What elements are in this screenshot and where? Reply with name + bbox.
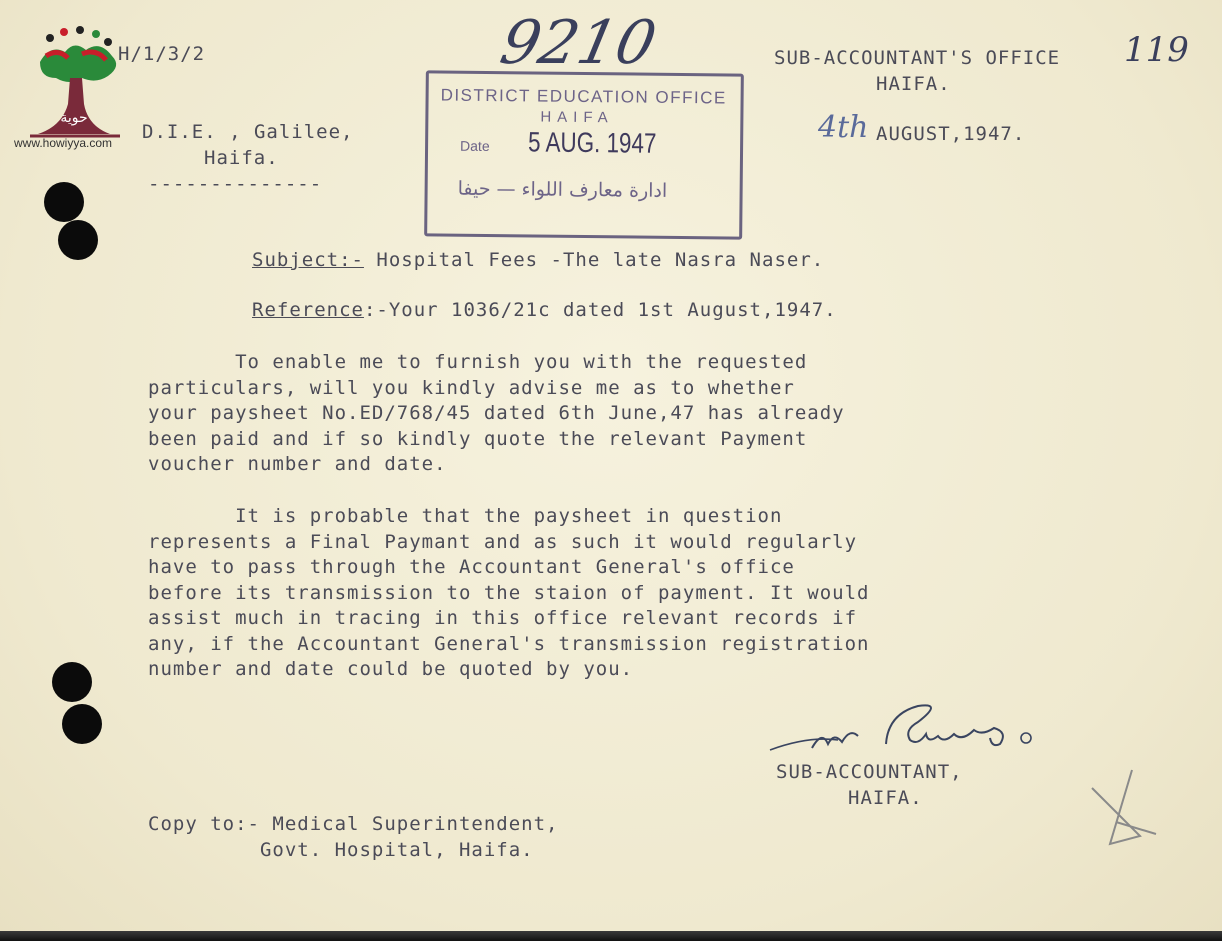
- paragraph-line: any, if the Accountant General's transmission registration: [148, 632, 870, 655]
- handwritten-signature: [768, 696, 1048, 766]
- stamp-arabic: ادارة معارف اللواء — حيفا: [457, 177, 668, 202]
- recipient-line-1: D.I.E. , Galilee,: [142, 121, 354, 143]
- file-reference: H/1/3/2: [118, 43, 206, 65]
- page-bottom-edge: [0, 931, 1222, 941]
- punch-hole: [58, 220, 98, 260]
- recipient-underline: --------------: [148, 173, 323, 195]
- reference-line: [252, 298, 837, 324]
- stamp-city: HAIFA: [540, 108, 614, 127]
- logo-wordmark: حوية: [60, 110, 88, 126]
- copy-to-line-1: Copy to:- Medical Superintendent,: [148, 813, 559, 835]
- punch-hole: [44, 182, 84, 222]
- paragraph-line: assist much in tracing in this office relevant records if: [148, 607, 858, 629]
- paragraph-line: have to pass through the Accountant General's office: [148, 556, 795, 578]
- howiyya-logo: [10, 16, 140, 156]
- handwritten-day: 4th: [818, 110, 869, 145]
- stamp-office: DISTRICT EDUCATION OFFICE: [440, 85, 727, 108]
- sender-office: SUB-ACCOUNTANT'S OFFICE: [774, 47, 1061, 69]
- paragraph-line: your paysheet No.ED/768/45 dated 6th June,47 has already: [148, 402, 845, 424]
- subject-label: Subject:-: [252, 249, 364, 271]
- paragraph-line: before its transmission to the staion of payment. It would: [148, 581, 870, 604]
- reference-label: Reference: [252, 299, 364, 321]
- paragraph-line: To enable me to furnish you with the requested: [148, 351, 808, 373]
- paragraph-line: represents a Final Paymant and as such it would regularly: [148, 530, 858, 553]
- sender-city: HAIFA.: [876, 73, 951, 95]
- paragraph-line: been paid and if so kindly quote the relevant Payment: [148, 427, 808, 450]
- subject-text: Hospital Fees -The late Nasra Naser.: [363, 249, 825, 271]
- handwritten-number: 9210: [494, 8, 663, 78]
- punch-hole: [62, 704, 102, 744]
- recipient-line-2: Haifa.: [204, 147, 279, 169]
- subject-line: [252, 248, 824, 274]
- signature-title: SUB-ACCOUNTANT,: [776, 761, 963, 783]
- copy-to-line-2: Govt. Hospital, Haifa.: [148, 838, 534, 861]
- punch-hole: [52, 662, 92, 702]
- stamp-date-label: Date: [460, 137, 490, 155]
- pencil-mark: [1086, 764, 1166, 854]
- paragraph-line: It is probable that the paysheet in question: [148, 505, 783, 527]
- paragraph-line: voucher number and date.: [148, 453, 447, 475]
- reference-text: :-Your 1036/21c dated 1st August,1947.: [363, 299, 837, 321]
- paragraph-line: particulars, will you kindly advise me as to whether: [148, 376, 795, 399]
- signature-city: HAIFA.: [848, 787, 923, 809]
- letter-date: AUGUST,1947.: [876, 123, 1026, 145]
- paragraph-line: number and date could be quoted by you.: [148, 658, 634, 680]
- stamp-date-value: 5 AUG. 1947: [527, 126, 657, 159]
- education-office-stamp: [424, 70, 744, 239]
- logo-url: www.howiyya.com: [14, 136, 113, 150]
- handwritten-folio: 119: [1124, 30, 1189, 70]
